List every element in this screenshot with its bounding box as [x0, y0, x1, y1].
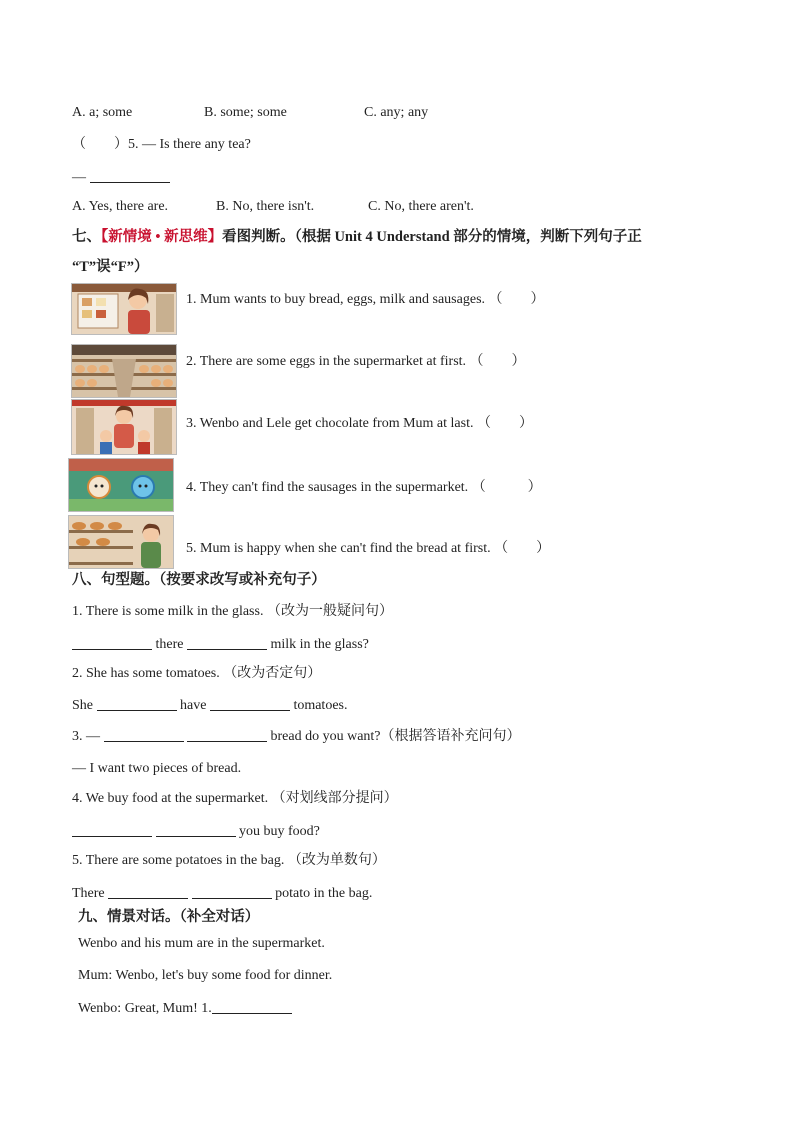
judge-paren[interactable]: （ ） — [488, 292, 545, 307]
answer-word: tomatoes. — [293, 698, 348, 713]
judge-item-1 — [186, 291, 545, 309]
picture-mum-list — [71, 283, 177, 335]
answer-word: milk in the glass? — [270, 637, 369, 652]
answer-word: She — [72, 698, 93, 713]
rewrite-q1-answer — [72, 635, 369, 654]
judge-paren[interactable]: （ ） — [471, 480, 542, 495]
judge-text: 4. They can't find the sausages in the supermarket. — [186, 480, 469, 495]
section-9-title: 九、情景对话。（补全对话） — [78, 909, 260, 925]
option-a: A. a; some — [72, 105, 133, 120]
picture-cartoon-characters — [68, 458, 174, 512]
dialogue-line-wenbo — [78, 999, 292, 1018]
blank[interactable] — [97, 696, 177, 711]
option-b: B. some; some — [204, 105, 287, 120]
section-7-title-cont: “T”误“F”） — [72, 259, 149, 275]
blank[interactable] — [187, 635, 267, 650]
judge-paren[interactable]: （ ） — [476, 416, 533, 431]
section-8-title: 八、句型题。（按要求改写或补充句子） — [72, 572, 326, 588]
judge-item-3 — [186, 415, 533, 433]
judge-text: 1. Mum wants to buy bread, eggs, milk and sausages. — [186, 292, 486, 307]
option-c: C. No, there aren't. — [368, 199, 474, 214]
answer-word: there — [155, 637, 184, 652]
judge-paren[interactable]: （ ） — [494, 541, 551, 556]
section-tag: 【新情境 • 新思维】 — [101, 229, 223, 245]
rewrite-q3 — [72, 727, 521, 746]
answer-word: potato in the bag. — [275, 886, 373, 901]
section-instruction: 看图判断。（根据 Unit 4 Understand 部分的情境，判断下列句子正 — [222, 229, 642, 245]
answer-word: 3. — — [72, 729, 100, 744]
question-stem: 5. — Is there any tea? — [128, 137, 251, 152]
rewrite-q2-answer — [72, 696, 347, 715]
blank[interactable] — [210, 696, 290, 711]
rewrite-q4-answer — [72, 822, 320, 841]
rewrite-q3-answer: — I want two pieces of bread. — [72, 761, 242, 776]
judge-item-4 — [186, 479, 542, 497]
rewrite-q1: 1. There is some milk in the glass. （改为一般疑问句） — [72, 604, 393, 619]
question-5 — [72, 136, 251, 154]
rewrite-q2: 2. She has some tomatoes. （改为否定句） — [72, 666, 322, 681]
answer-word: you buy food? — [239, 824, 320, 839]
rewrite-q4: 4. We buy food at the supermarket. （对划线部分提问） — [72, 791, 398, 806]
blank[interactable] — [212, 999, 292, 1014]
picture-bread-shelves — [68, 515, 174, 569]
answer-line — [72, 168, 170, 187]
dialogue-text: Wenbo: Great, Mum! 1. — [78, 1001, 212, 1016]
blank[interactable] — [90, 168, 170, 183]
section-number: 七、 — [72, 229, 101, 245]
rewrite-q5: 5. There are some potatoes in the bag. （改为单数句） — [72, 853, 386, 868]
option-b: B. No, there isn't. — [216, 199, 315, 214]
answer-word: bread do you want?（根据答语补充问句） — [270, 729, 521, 744]
picture-mum-kids — [71, 399, 177, 455]
dialogue-line-mum: Mum: Wenbo, let's buy some food for dinner. — [78, 968, 333, 983]
answer-paren: （ ） — [72, 137, 128, 152]
judge-item-2 — [186, 353, 526, 371]
blank[interactable] — [72, 822, 152, 837]
blank[interactable] — [187, 727, 267, 742]
blank[interactable] — [156, 822, 236, 837]
picture-supermarket-shelves — [71, 344, 177, 398]
judge-text: 3. Wenbo and Lele get chocolate from Mum at last. — [186, 416, 474, 431]
judge-text: 5. Mum is happy when she can't find the bread at first. — [186, 541, 491, 556]
rewrite-q5-answer — [72, 884, 372, 903]
section-7-title — [72, 228, 642, 246]
dialogue-intro: Wenbo and his mum are in the supermarket. — [78, 936, 325, 951]
option-a: A. Yes, there are. — [72, 199, 169, 214]
blank[interactable] — [104, 727, 184, 742]
answer-word: have — [180, 698, 207, 713]
option-c: C. any; any — [364, 105, 429, 120]
judge-item-5 — [186, 540, 550, 558]
blank[interactable] — [192, 884, 272, 899]
judge-paren[interactable]: （ ） — [469, 354, 526, 369]
answer-word: There — [72, 886, 105, 901]
judge-text: 2. There are some eggs in the supermarket at first. — [186, 354, 467, 369]
blank[interactable] — [72, 635, 152, 650]
blank[interactable] — [108, 884, 188, 899]
dash: — — [72, 170, 86, 185]
